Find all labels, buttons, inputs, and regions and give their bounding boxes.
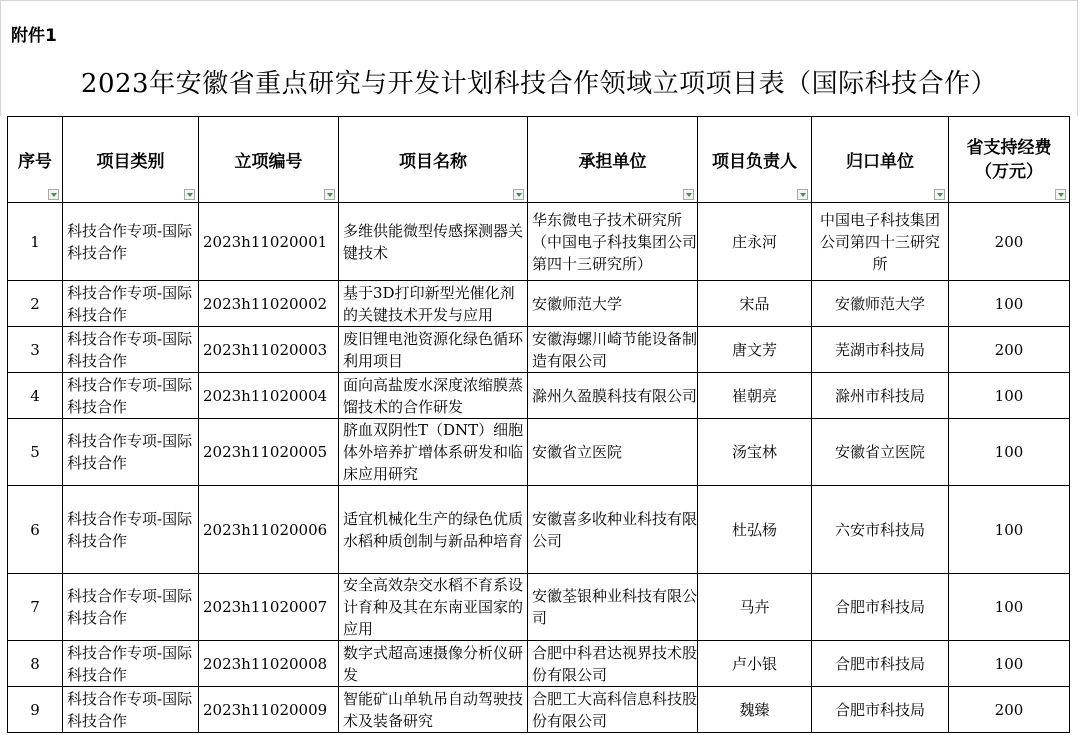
table-row (8, 373, 1070, 419)
cell-project-code: 2023h11020005 (199, 419, 339, 486)
cell-undertaking-unit: 安徽喜多收种业科技有限公司 (528, 486, 698, 574)
cell-project-leader: 崔朝亮 (698, 373, 812, 419)
filter-dropdown-icon[interactable] (683, 189, 694, 200)
cell-undertaking-unit: 滁州久盈膜科技有限公司 (528, 373, 698, 419)
cell-undertaking-unit: 华东微电子技术研究所（中国电子科技集团公司第四十三研究所） (528, 203, 698, 281)
cell-project-leader: 庄永河 (698, 203, 812, 281)
header-cell: 序号 (8, 117, 63, 203)
cell-funding: 100 (949, 419, 1070, 486)
cell-project-category: 科技合作专项-国际科技合作 (63, 373, 199, 419)
table-row (8, 203, 1070, 281)
filter-dropdown-icon[interactable] (513, 189, 524, 200)
cell-project-code: 2023h11020004 (199, 373, 339, 419)
cell-serial-number: 8 (8, 641, 63, 687)
cell-project-code: 2023h11020007 (199, 574, 339, 641)
cell-project-leader: 宋品 (698, 281, 812, 327)
cell-undertaking-unit: 合肥工大高科信息科技股份有限公司 (528, 687, 698, 733)
cell-project-name: 安全高效杂交水稻不育系设计育种及其在东南亚国家的应用 (339, 574, 528, 641)
cell-serial-number: 1 (8, 203, 63, 281)
header-cell: 项目类别 (63, 117, 199, 203)
cell-project-name: 智能矿山单轨吊自动驾驶技术及装备研究 (339, 687, 528, 733)
header-cell: 承担单位 (528, 117, 698, 203)
cell-project-name: 脐血双阴性T（DNT）细胞体外培养扩增体系研发和临床应用研究 (339, 419, 528, 486)
cell-project-leader: 卢小银 (698, 641, 812, 687)
cell-serial-number: 3 (8, 327, 63, 373)
cell-serial-number: 6 (8, 486, 63, 574)
filter-dropdown-icon[interactable] (934, 189, 945, 200)
table-row (8, 641, 1070, 687)
attachment-header (0, 0, 1078, 52)
cell-serial-number: 9 (8, 687, 63, 733)
cell-administrative-unit: 合肥市科技局 (812, 641, 949, 687)
header-cell: 省支持经费 （万元） (949, 117, 1070, 203)
cell-project-name: 多维供能微型传感探测器关键技术 (339, 203, 528, 281)
table-row (8, 486, 1070, 574)
cell-administrative-unit: 芜湖市科技局 (812, 327, 949, 373)
cell-project-code: 2023h11020001 (199, 203, 339, 281)
cell-administrative-unit: 六安市科技局 (812, 486, 949, 574)
cell-undertaking-unit: 安徽海螺川崎节能设备制造有限公司 (528, 327, 698, 373)
cell-funding: 200 (949, 203, 1070, 281)
cell-funding: 200 (949, 687, 1070, 733)
cell-funding: 100 (949, 641, 1070, 687)
cell-project-code: 2023h11020006 (199, 486, 339, 574)
header-cell: 立项编号 (199, 117, 339, 203)
cell-project-code: 2023h11020008 (199, 641, 339, 687)
table-row (8, 327, 1070, 373)
page-title: 2023年安徽省重点研究与开发计划科技合作领域立项项目表（国际科技合作） (0, 52, 1078, 116)
cell-serial-number: 4 (8, 373, 63, 419)
cell-funding: 100 (949, 281, 1070, 327)
cell-project-leader: 汤宝林 (698, 419, 812, 486)
cell-project-name: 适宜机械化生产的绿色优质水稻种质创制与新品种培育 (339, 486, 528, 574)
table-row (8, 574, 1070, 641)
filter-dropdown-icon[interactable] (324, 189, 335, 200)
cell-project-category: 科技合作专项-国际科技合作 (63, 641, 199, 687)
cell-undertaking-unit: 合肥中科君达视界技术股份有限公司 (528, 641, 698, 687)
cell-funding: 100 (949, 574, 1070, 641)
cell-project-category: 科技合作专项-国际科技合作 (63, 419, 199, 486)
cell-administrative-unit: 安徽省立医院 (812, 419, 949, 486)
cell-project-leader: 魏臻 (698, 687, 812, 733)
cell-administrative-unit: 合肥市科技局 (812, 574, 949, 641)
cell-undertaking-unit: 安徽师范大学 (528, 281, 698, 327)
filter-dropdown-icon[interactable] (184, 189, 195, 200)
cell-project-category: 科技合作专项-国际科技合作 (63, 281, 199, 327)
cell-project-name: 基于3D打印新型光催化剂的关键技术开发与应用 (339, 281, 528, 327)
attachment-label: 附件1 (11, 26, 57, 46)
cell-serial-number: 2 (8, 281, 63, 327)
header-cell: 归口单位 (812, 117, 949, 203)
filter-dropdown-icon[interactable] (1055, 189, 1066, 200)
table-header-row (8, 117, 1070, 203)
cell-administrative-unit: 合肥市科技局 (812, 687, 949, 733)
cell-project-code: 2023h11020009 (199, 687, 339, 733)
cell-administrative-unit: 滁州市科技局 (812, 373, 949, 419)
cell-undertaking-unit: 安徽省立医院 (528, 419, 698, 486)
cell-funding: 100 (949, 373, 1070, 419)
table-row (8, 419, 1070, 486)
cell-project-name: 面向高盐废水深度浓缩膜蒸馏技术的合作研发 (339, 373, 528, 419)
cell-undertaking-unit: 安徽荃银种业科技有限公司 (528, 574, 698, 641)
table-row (8, 687, 1070, 733)
cell-funding: 200 (949, 327, 1070, 373)
header-cell: 项目负责人 (698, 117, 812, 203)
project-table (7, 116, 1070, 733)
filter-dropdown-icon[interactable] (48, 189, 59, 200)
cell-serial-number: 7 (8, 574, 63, 641)
cell-project-category: 科技合作专项-国际科技合作 (63, 574, 199, 641)
cell-project-leader: 杜弘杨 (698, 486, 812, 574)
cell-serial-number: 5 (8, 419, 63, 486)
cell-project-name: 数字式超高速摄像分析仪研发 (339, 641, 528, 687)
cell-administrative-unit: 中国电子科技集团公司第四十三研究所 (812, 203, 949, 281)
cell-project-code: 2023h11020002 (199, 281, 339, 327)
filter-dropdown-icon[interactable] (797, 189, 808, 200)
cell-project-category: 科技合作专项-国际科技合作 (63, 327, 199, 373)
header-cell: 项目名称 (339, 117, 528, 203)
cell-project-category: 科技合作专项-国际科技合作 (63, 486, 199, 574)
cell-project-category: 科技合作专项-国际科技合作 (63, 687, 199, 733)
cell-project-name: 废旧锂电池资源化绿色循环利用项目 (339, 327, 528, 373)
cell-project-leader: 马卉 (698, 574, 812, 641)
table-row (8, 281, 1070, 327)
cell-project-category: 科技合作专项-国际科技合作 (63, 203, 199, 281)
cell-administrative-unit: 安徽师范大学 (812, 281, 949, 327)
cell-funding: 100 (949, 486, 1070, 574)
cell-project-code: 2023h11020003 (199, 327, 339, 373)
cell-project-leader: 唐文芳 (698, 327, 812, 373)
